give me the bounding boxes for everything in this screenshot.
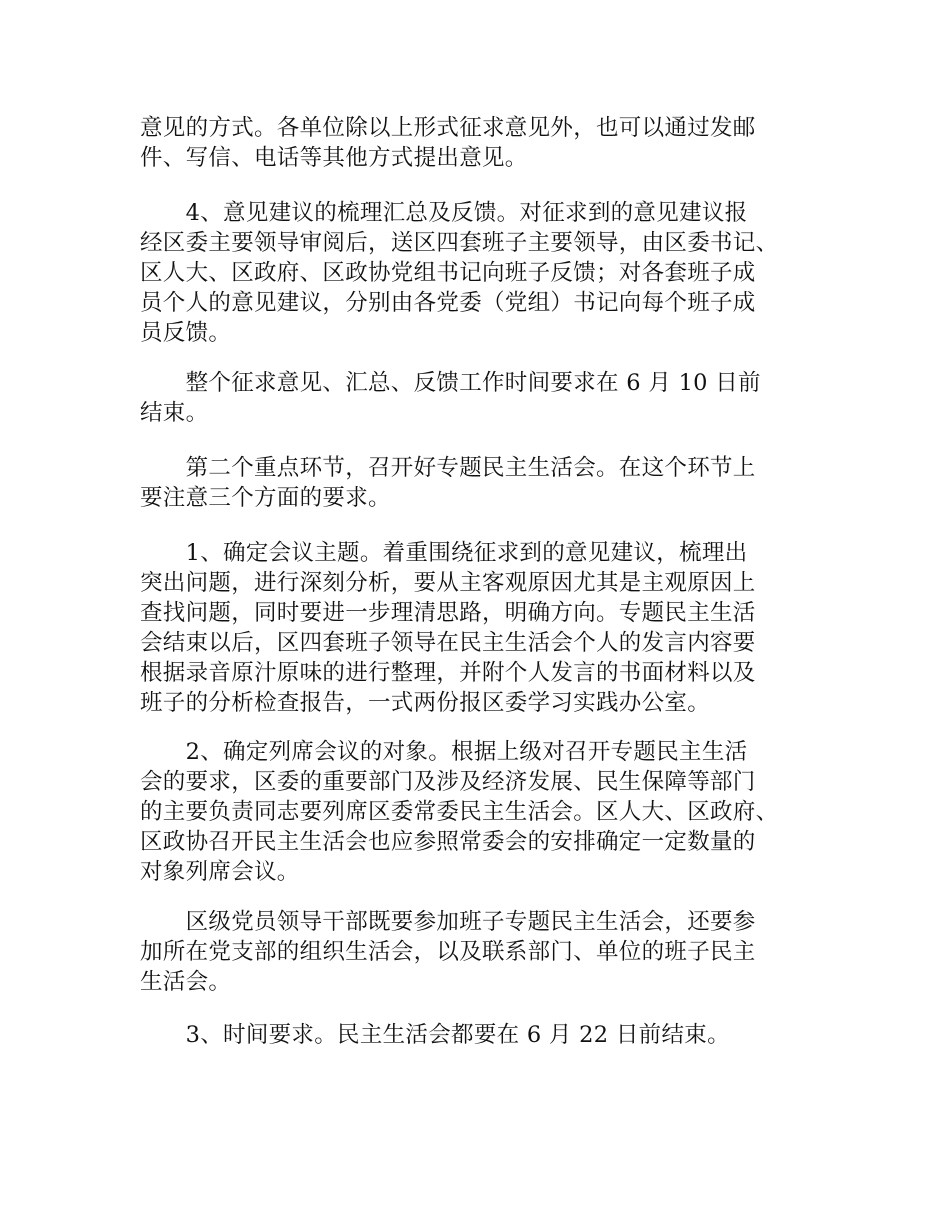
paragraph-line: 加所在党支部的组织生活会，以及联系部门、单位的班子民主 xyxy=(140,939,756,965)
paragraph-line: 根据录音原汁原味的进行整理，并附个人发言的书面材料以及 xyxy=(140,660,756,686)
paragraph-line: 对象列席会议。 xyxy=(140,859,300,885)
paragraph-8 xyxy=(140,1020,820,1050)
paragraph-line: 区人大、区政府、区政协党组书记向班子反馈；对各套班子成 xyxy=(140,260,756,286)
paragraph-line: 要注意三个方面的要求。 xyxy=(140,485,391,511)
paragraph-4 xyxy=(140,453,820,513)
paragraph-1 xyxy=(140,113,820,173)
paragraph-line: 结束。 xyxy=(140,400,209,426)
paragraph-line: 突出问题，进行深刻分析，要从主客观原因尤其是主观原因上 xyxy=(140,570,756,596)
paragraph-6 xyxy=(140,737,820,887)
paragraph-line: 班子的分析检查报告，一式两份报区委学习实践办公室。 xyxy=(140,690,711,716)
paragraph-3 xyxy=(140,368,820,428)
paragraph-line: 会结束以后，区四套班子领导在民主生活会个人的发言内容要 xyxy=(140,630,756,656)
paragraph-line: 查找问题，同时要进一步理清思路，明确方向。专题民主生活 xyxy=(140,600,756,626)
paragraph-line: 1、确定会议主题。着重围绕征求到的意见建议，梳理出 xyxy=(140,540,748,566)
paragraph-line: 意见的方式。各单位除以上形式征求意见外，也可以通过发邮 xyxy=(140,115,756,141)
paragraph-line: 生活会。 xyxy=(140,969,232,995)
paragraph-7 xyxy=(140,907,820,997)
paragraph-line: 2、确定列席会议的对象。根据上级对召开专题民主生活 xyxy=(140,739,748,765)
paragraph-line: 区政协召开民主生活会也应参照常委会的安排确定一定数量的 xyxy=(140,829,756,855)
paragraph-line: 的主要负责同志要列席区委常委民主生活会。区人大、区政府、 xyxy=(140,799,779,825)
paragraph-line: 员个人的意见建议，分别由各党委（党组）书记向每个班子成 xyxy=(140,290,756,316)
paragraph-line: 4、意见建议的梳理汇总及反馈。对征求到的意见建议报 xyxy=(140,200,748,226)
paragraph-line: 经区委主要领导审阅后，送区四套班子主要领导，由区委书记、 xyxy=(140,230,779,256)
paragraph-2 xyxy=(140,198,820,348)
paragraph-line: 员反馈。 xyxy=(140,320,232,346)
paragraph-line: 第二个重点环节，召开好专题民主生活会。在这个环节上 xyxy=(140,455,756,481)
paragraph-line: 3、时间要求。民主生活会都要在 6 月 22 日前结束。 xyxy=(140,1022,730,1048)
paragraph-5 xyxy=(140,538,820,718)
paragraph-line: 件、写信、电话等其他方式提出意见。 xyxy=(140,145,528,171)
paragraph-line: 整个征求意见、汇总、反馈工作时间要求在 6 月 10 日前 xyxy=(140,370,761,396)
paragraph-line: 会的要求，区委的重要部门及涉及经济发展、民生保障等部门 xyxy=(140,769,756,795)
paragraph-line: 区级党员领导干部既要参加班子专题民主生活会，还要参 xyxy=(140,909,756,935)
